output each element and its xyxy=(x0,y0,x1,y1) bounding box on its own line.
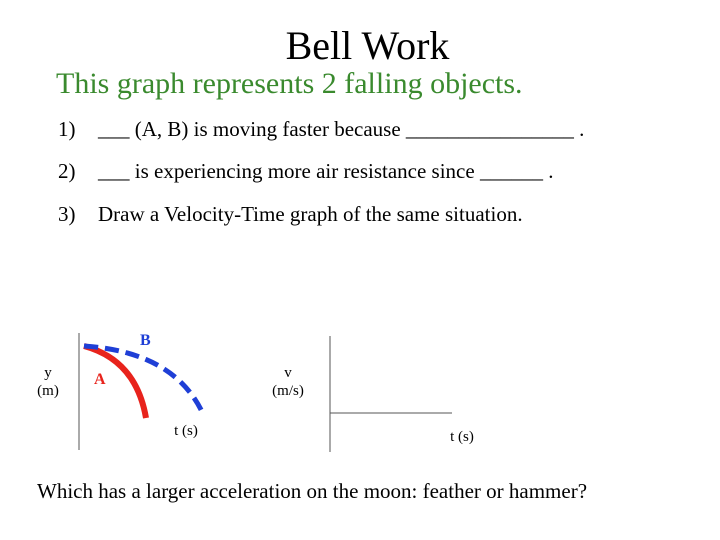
velocity-graph xyxy=(330,336,452,452)
bottom-question: Which has a larger acceleration on the moon: feather or hammer? xyxy=(37,479,588,503)
question-1-number: 1) xyxy=(58,117,76,141)
question-3-number: 3) xyxy=(58,202,76,226)
velocity-graph-y-label-symbol: v xyxy=(284,365,292,381)
velocity-graph-y-label-unit: (m/s) xyxy=(272,383,304,399)
question-2-number: 2) xyxy=(58,159,76,183)
question-1-text: ___ (A, B) is moving faster because ________________ . xyxy=(98,117,585,141)
slide-subtitle: This graph represents 2 falling objects. xyxy=(56,67,523,100)
curve-a-label: A xyxy=(94,371,106,388)
position-graph-y-label-unit: (m) xyxy=(37,383,59,399)
question-2-text: ___ is experiencing more air resistance since ______ . xyxy=(98,159,554,183)
velocity-graph-y-label xyxy=(262,364,314,400)
curve-b-label: B xyxy=(140,332,151,349)
position-graph-x-label: t (s) xyxy=(174,423,198,439)
slide-title: Bell Work xyxy=(285,23,450,68)
position-graph-y-label xyxy=(30,364,66,400)
position-graph-y-label-symbol: y xyxy=(44,365,52,381)
velocity-graph-x-label: t (s) xyxy=(450,429,474,445)
question-3-text: Draw a Velocity-Time graph of the same situation. xyxy=(98,202,523,226)
